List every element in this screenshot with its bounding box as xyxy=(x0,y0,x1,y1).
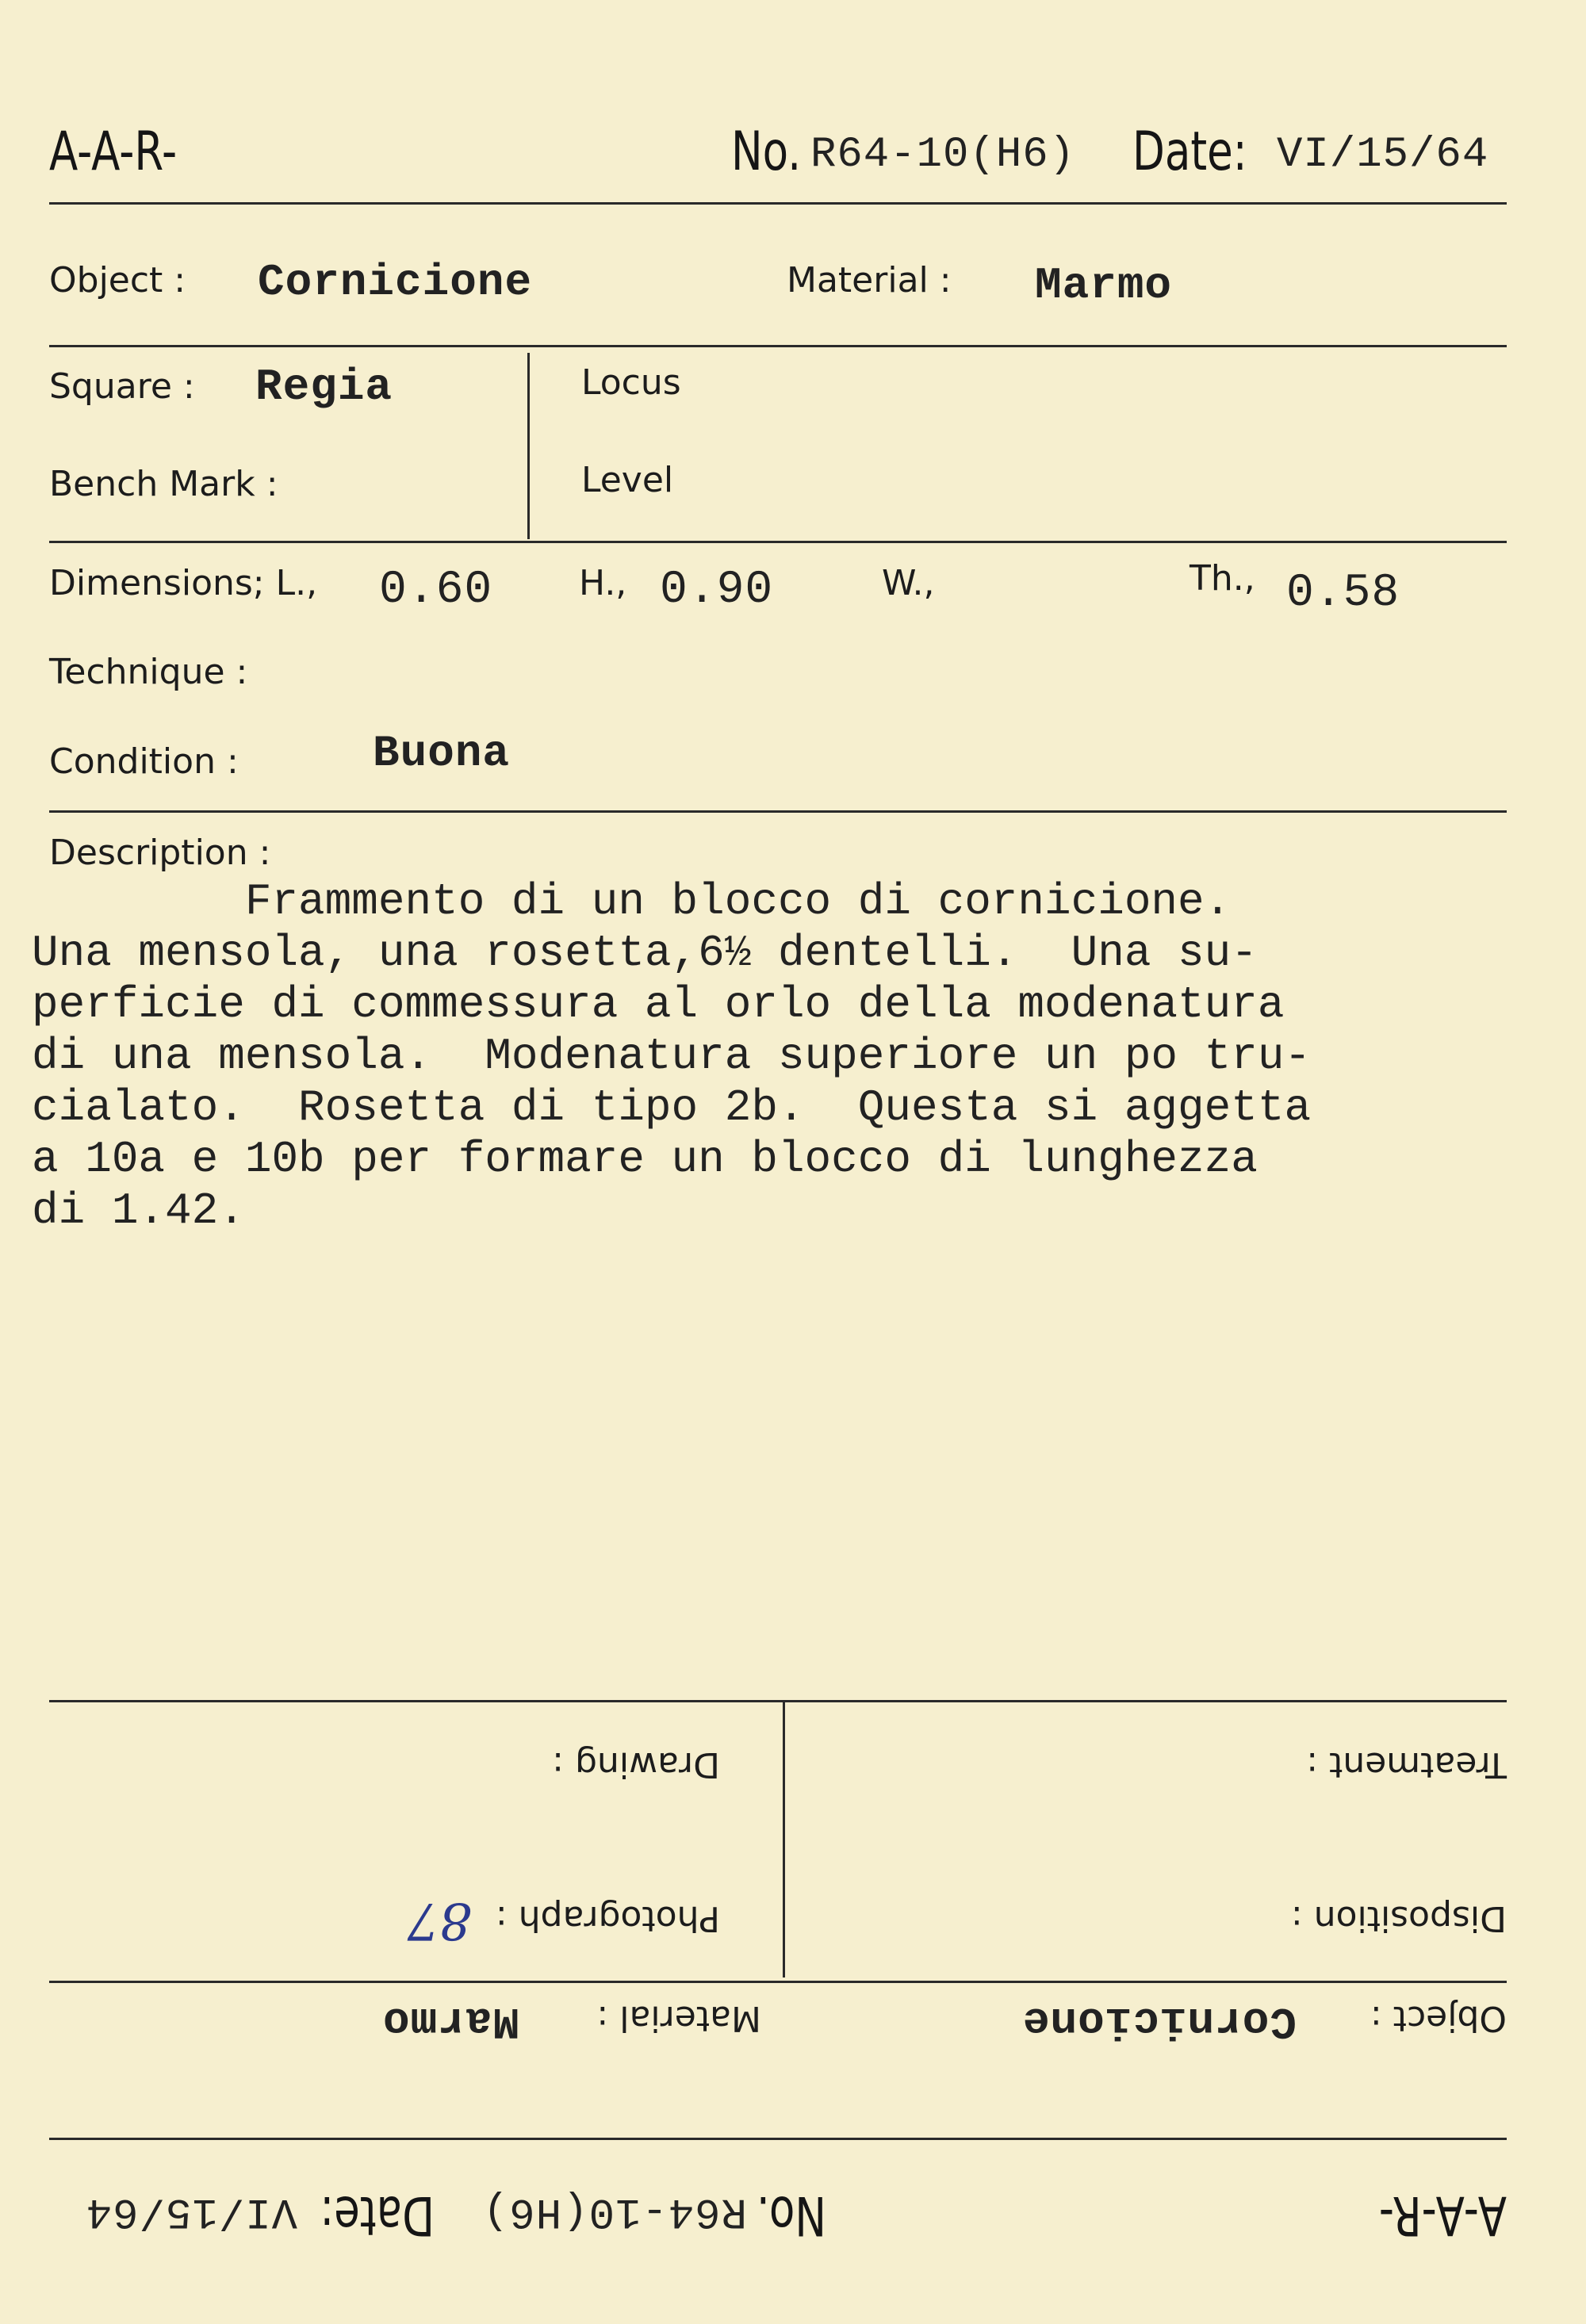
number-value: R64-10(H6) xyxy=(810,131,1076,179)
length-value: 0.60 xyxy=(379,565,493,616)
description-line: a 10a e 10b per formare un blocco di lunghezza xyxy=(32,1134,1258,1185)
material-label: Material : xyxy=(787,260,952,301)
photograph-label: Photograph : xyxy=(495,1898,720,1939)
height-label: H., xyxy=(579,563,627,603)
inverted-material-label: Material : xyxy=(596,1998,761,2039)
inverted-date-label: Date: xyxy=(320,2184,435,2246)
inverted-mid-rule xyxy=(49,1981,1507,1983)
treatment-label: Treatment : xyxy=(1306,1744,1507,1785)
description-line: di 1.42. xyxy=(32,1185,245,1236)
square-value: Regia xyxy=(255,362,393,412)
object-label: Object : xyxy=(49,260,186,301)
dimensions-label: Dimensions; L., xyxy=(49,563,318,603)
description-line: Una mensola, una rosetta,6½ dentelli. Una su- xyxy=(32,928,1258,978)
inverted-material-value: Marmo xyxy=(381,1996,519,2046)
material-value: Marmo xyxy=(1035,260,1173,311)
disposition-label: Disposition : xyxy=(1290,1898,1507,1939)
level-label: Level xyxy=(581,460,674,500)
date-value: VI/15/64 xyxy=(1277,131,1489,179)
inverted-bottom-rule xyxy=(49,2138,1507,2140)
width-label: W., xyxy=(882,563,935,603)
condition-value: Buona xyxy=(373,728,511,779)
inverted-number-value: R64-10(H6) xyxy=(481,2187,747,2235)
square-label: Square : xyxy=(49,366,195,407)
inverted-top-rule xyxy=(49,1700,1507,1702)
photograph-number: 87 xyxy=(407,1891,472,1950)
inverted-series-code: A-A-R- xyxy=(1378,2184,1507,2246)
description-label: Description : xyxy=(49,833,271,873)
description-line: Frammento di un blocco di cornicione. xyxy=(32,876,1232,927)
thickness-label: Th., xyxy=(1190,558,1255,599)
thickness-value: 0.58 xyxy=(1286,568,1400,619)
description-line: di una mensola. Modenatura superiore un po tru- xyxy=(32,1031,1312,1082)
locus-label: Locus xyxy=(581,362,681,403)
description-line: cialato. Rosetta di tipo 2b. Questa si aggetta xyxy=(32,1082,1312,1133)
series-code: A-A-R- xyxy=(49,121,178,183)
inverted-date-value: VI/15/64 xyxy=(85,2187,297,2235)
technique-label: Technique : xyxy=(49,652,248,692)
number-label: No. xyxy=(731,121,802,183)
inverted-divider xyxy=(783,1700,785,1978)
inverted-object-value: Cornicione xyxy=(1021,1996,1297,2046)
date-label: Date: xyxy=(1132,121,1247,183)
drawing-label: Drawing : xyxy=(552,1744,720,1785)
inverted-number-label: No. xyxy=(756,2184,826,2246)
inverted-object-label: Object : xyxy=(1370,1998,1507,2039)
height-value: 0.90 xyxy=(660,565,774,616)
object-value: Cornicione xyxy=(258,257,533,308)
bench-mark-label: Bench Mark : xyxy=(49,464,278,504)
condition-label: Condition : xyxy=(49,741,239,782)
description-line: perficie di commessura al orlo della modenatura xyxy=(32,979,1285,1030)
